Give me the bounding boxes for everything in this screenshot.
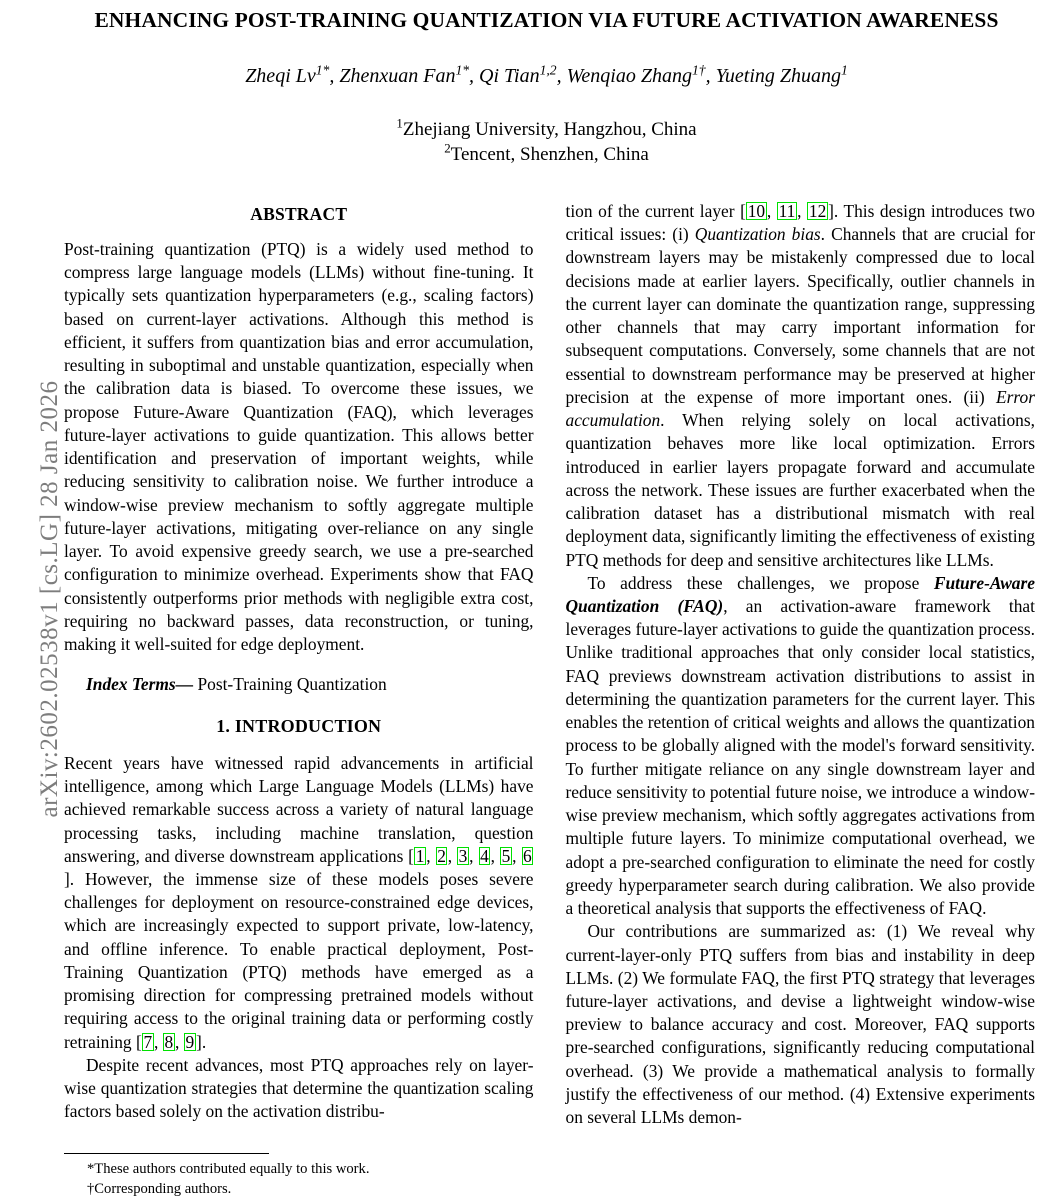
- affiliation-1: $^1$Zhejiang University, Hangzhou, China: [396, 115, 697, 140]
- right-paragraph-2: To address these challenges, we propose Future-Aware Quantization (FAQ), an activation-aware framework that leverages future-layer activations to guide the quantization process. Unlike traditional approaches that only consider local statistics, FAQ previews downstream activation distributions to assist in determining the quantization parameters for the current layer. This enables the retention of critical weights and allows the quantization process to be globally aligned with the model's forward sensitivity. To further mitigate reliance on any single downstream layer and reduce sensitivity to potential future noise, we introduce a window-wise preview mechanism, which softly aggregates activations from multiple future layers. To minimize computational overhead, we adopt a pre-searched configuration to eliminate the need for costly greedy hyperparameter search during calibration. We also provide a theoretical analysis that supports the effectiveness of FAQ.: [565, 572, 1035, 919]
- footnote-rule: [64, 1153, 269, 1154]
- right-paragraph-3: Our contributions are summarized as: (1) We reveal why current-layer-only PTQ suffers from bias and instability in deep LLMs. (2) We formulate FAQ, the first PTQ strategy that leverages future-layer activations, and devise a lightweight window-wise preview to balance accuracy and cost. Moreover, FAQ supports pre-searched configurations, significantly reducing computational overhead. (3) We provide a mathematical analysis to formally justify the effectiveness of our method. (4) Extensive experiments on several LLMs demon-: [565, 921, 1035, 1128]
- page-title: ENHANCING POST-TRAINING QUANTIZATION VIA FUTURE ACTIVATION AWARENESS: [94, 8, 999, 32]
- index-terms: [64, 656, 534, 696]
- abstract-heading: ABSTRACT: [250, 204, 348, 224]
- author-list: Zheqi $Lv^{1*}$, Zhenxuan Fan$^{1*}$, Qi Tian$^{1,2}$, Wenqiao Zhang$^{1\dagger}$, Yueting Zhuang$^1$: [245, 62, 848, 87]
- arxiv-stamp: [0, 0, 63, 1200]
- index-terms-label: Index Terms—: [86, 674, 194, 695]
- index-terms-value: Post-Training Quantization: [197, 674, 387, 695]
- left-column: [56, 200, 538, 1200]
- affiliation-list: [56, 89, 1037, 168]
- introduction-heading: 1. INTRODUCTION: [216, 715, 382, 736]
- footnote-corresponding-author: †Corresponding authors.: [87, 1181, 232, 1198]
- affiliation-2: $^2$Tencent, Shenzhen, China: [444, 141, 649, 166]
- abstract-paragraph: Post-training quantization (PTQ) is a widely used method to compress large language models (LLMs) without fine-tuning. It typically sets quantization hyperparameters (e.g., scaling factors) based on current-layer activations. Although this method is efficient, it suffers from quantization bias and error accumulation, resulting in suboptimal and unstable quantization, especially when the calibration data is biased. To overcome these issues, we propose Future-Aware Quantization (FAQ), which leverages future-layer activations to guide quantization. This allows better identification and preservation of important weights, while reducing sensitivity to calibration noise. We further introduce a window-wise preview mechanism to softly aggregate multiple future-layer activations, mitigating over-reliance on any single layer. To avoid expensive greedy search, we use a pre-searched configuration to minimize overhead. Experiments show that FAQ consistently outperforms prior methods with negligible extra cost, requiring no backward passes, data reconstruction, or tuning, making it well-suited for edge deployment.: [64, 239, 534, 654]
- intro-paragraph-1: Recent years have witnessed rapid advancements in artificial intelligence, among which Large Language Models (LLMs) have achieved remarkable success across a variety of natural language processing tasks, including machine translation, question answering, and diverse downstream applications [ 1 , 2 , 3 , 4 , 5 , 6]. However, the immense size of these models poses severe challenges for deployment on resource-constrained edge devices, which are increasingly expected to support private, low-latency, and offline inference. To enable practical deployment, Post-Training Quantization (PTQ) methods have emerged as a promising direction for compressing pretrained models without requiring access to the original training data or performing costly retraining [ 7 , 8 , 9 ].: [64, 752, 534, 1052]
- two-column-body: [56, 200, 1037, 1200]
- intro-paragraph-2: Despite recent advances, most PTQ approaches rely on layer-wise quantization strategies that determine the quantization scaling factors based solely on the activation distribu-: [64, 1054, 534, 1122]
- footnote-equal-contribution: *These authors contributed equally to this work.: [87, 1160, 370, 1177]
- right-column: [558, 200, 1037, 1200]
- right-paragraph-1: tion of the current layer [ 10 , 11 , 12 ]. This design introduces two critical issues: (i) Quantization bias. Channels that are crucial for downstream layers may be mistakenly compressed due to local decisions made at earlier layers. Specifically, outlier channels in the current layer can dominate the quantization range, suppressing other channels that may carry important information for subsequent computations. Conversely, some channels that are not essential to downstream performance may be preserved at higher precision at the expense of more important ones. (ii) Error accumulation. When relying solely on local activations, quantization behaves more like local optimization. Errors introduced in earlier layers propagate forward and accumulate across the network. These issues are further exacerbated when the calibration dataset has a distributional mismatch with real deployment data, significantly limiting the effectiveness of existing PTQ methods for deep and sensitive architectures like LLMs.: [565, 201, 1035, 570]
- footnote-block: [64, 1153, 534, 1200]
- arxiv-stamp-text: arXiv:2602.02538v1 [cs.LG] 28 Jan 2026: [36, 380, 63, 818]
- paper-page: [56, 0, 1037, 1200]
